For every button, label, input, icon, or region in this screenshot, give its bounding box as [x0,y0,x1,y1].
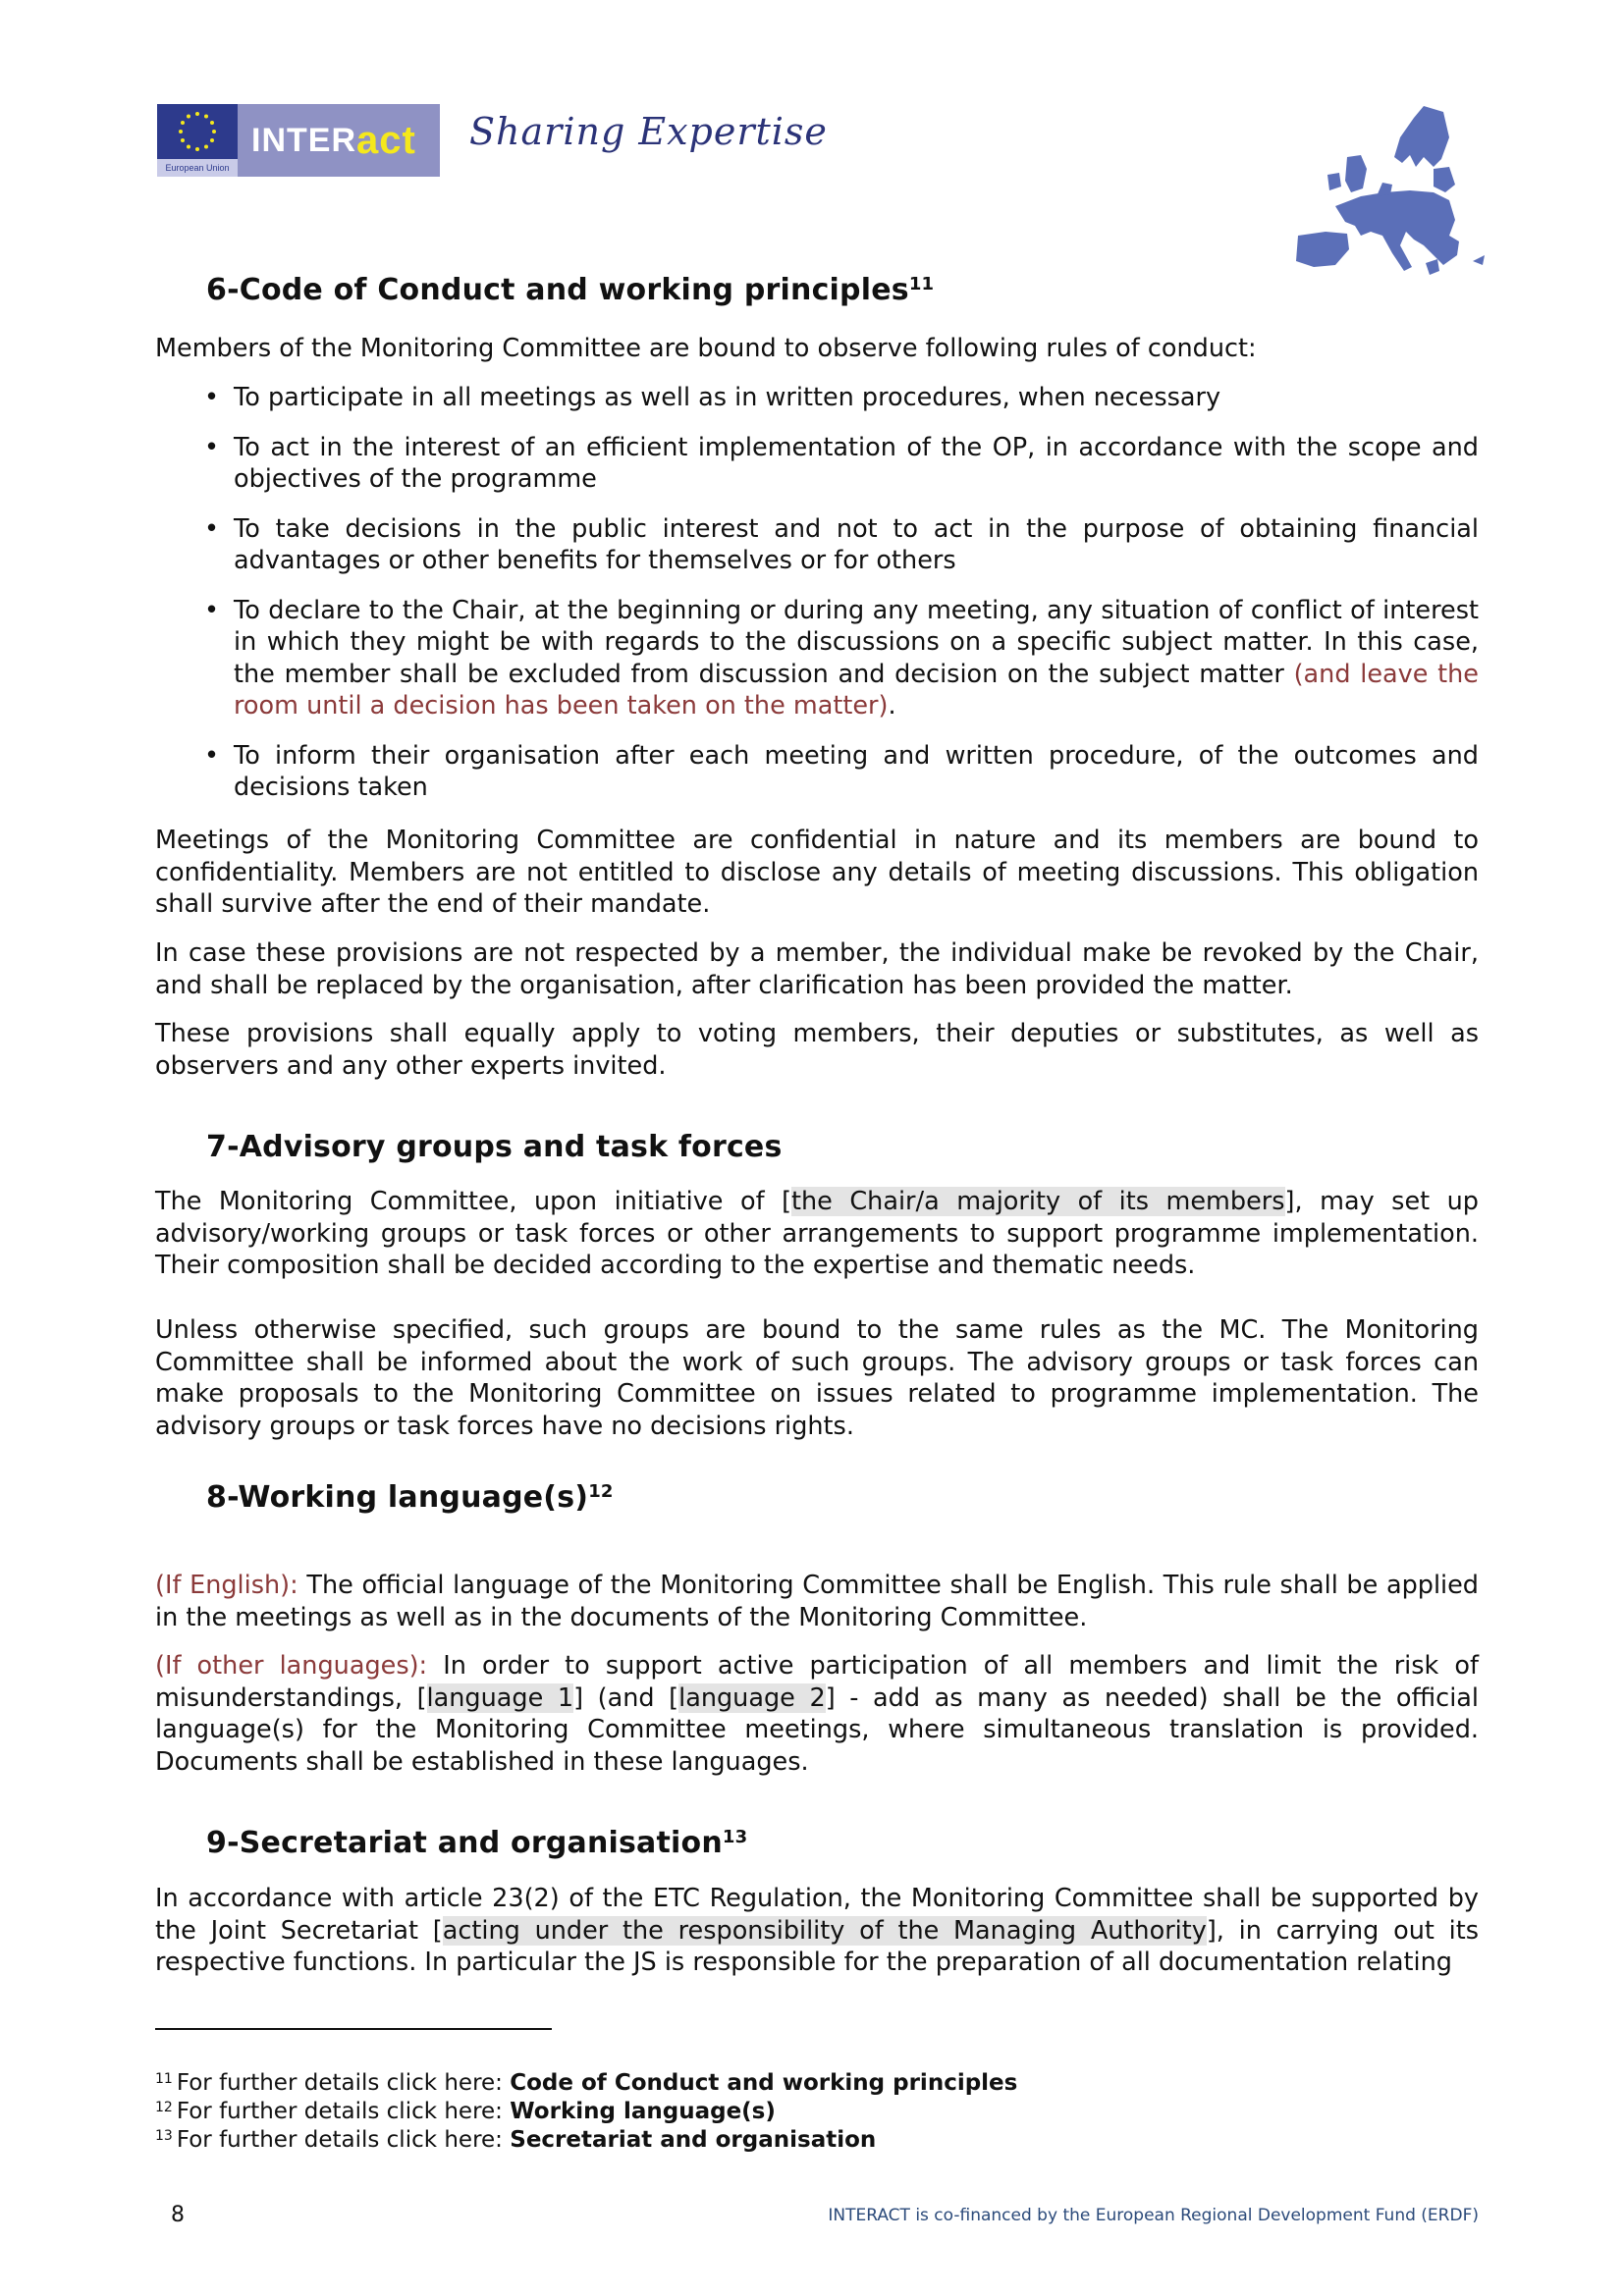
placeholder-field: acting under the responsibility of the Managing Authority [442,1915,1207,1946]
footnote-number: 12 [155,2100,173,2115]
conduct-rule-item: • To act in the interest of an efficient implementation of the OP, in accordance with the scope and objectives of the programme [155,432,1479,496]
advisory-paragraph-1 [155,1186,1479,1282]
footnote-separator [155,2028,552,2030]
footnote-11 [155,2069,1017,2098]
footnote-link[interactable]: Secretariat and organisation [510,2127,877,2153]
language-english-paragraph [155,1570,1479,1633]
placeholder-field: the Chair/a majority of its members [791,1187,1285,1216]
conduct-rules-list [155,382,1479,804]
revocation-paragraph: In case these provisions are not respected by a member, the individual make be revoked by the Chair, and shall be replaced by the organisation, after clarification has been provided the matter. [155,938,1479,1000]
conduct-rule-item [155,595,1479,722]
footnote-13 [155,2126,1017,2155]
footnote-number: 13 [155,2128,173,2144]
footnotes [155,2069,1017,2155]
conduct-rule-item: • To participate in all meetings as well as in written procedures, when necessary [155,382,1479,414]
text-run: ], may set up advisory/working groups or task forces or other arrangements to support programme implementation. Their composition shall be decided according to the expertise and thematic needs. [155,1187,1479,1280]
conduct-rule-item: • To take decisions in the public interest and not to act in the purpose of obtaining financial advantages or other benefits for themselves or for others [155,513,1479,577]
section-7-heading: 7-Advisory groups and task forces [206,1130,783,1164]
conduct-rule-item: • To inform their organisation after each meeting and written procedure, of the outcomes and decisions taken [155,740,1479,804]
placeholder-field: language 2 [678,1682,826,1713]
footnote-link[interactable]: Working language(s) [510,2099,776,2124]
interact-wordmark [238,104,440,177]
text-run: The Monitoring Committee, upon initiative of [ [155,1187,792,1216]
section-9-heading [206,1828,747,1860]
eu-flag-icon [157,104,238,177]
footnote-ref-12[interactable]: 12 [588,1481,614,1502]
footer-funding-note: INTERACT is co-financed by the European Regional Development Fund (ERDF) [828,2206,1479,2225]
text-run: In order to support active participation of all members and limit the risk of misunderstandings, [ [155,1651,1479,1713]
section-6-intro: Members of the Monitoring Committee are bound to observe following rules of conduct: [155,334,1257,363]
eu-stars-icon [171,110,224,155]
placeholder-field: language 1 [426,1682,574,1713]
logo-act-text: act [356,118,416,162]
footnote-ref-13[interactable]: 13 [722,1827,748,1847]
text-run: ], in carrying out its respective functions. In particular the JS is responsible for the preparation of all documentation relating [155,1915,1479,1977]
text-run: In accordance with article 23(2) of the ETC Regulation, the Monitoring Committee shall be supported by the Joint Secretariat [ [155,1884,1479,1946]
language-other-paragraph [155,1650,1479,1778]
section-9-title: 9-Secretariat and organisation [206,1826,723,1860]
eu-label: European Union [157,159,238,177]
conditional-label: (If English): [155,1571,298,1600]
footnote-text: For further details click here: [176,2099,511,2124]
conduct-rule-tail: . [888,691,896,721]
optional-clause: (and leave the room until a decision has been taken on the matter) [234,659,1479,721]
text-run: ] - add as many as needed) shall be the official language(s) for the Monitoring Committee meetings, where simultaneous translation is provided. Documents shall be established in these languages. [155,1682,1479,1777]
section-6-heading [206,275,934,307]
conditional-label: (If other languages): [155,1651,428,1681]
footnote-ref-11[interactable]: 11 [908,274,935,294]
confidentiality-paragraph: Meetings of the Monitoring Committee are confidential in nature and its members are bound to confidentiality. Members are not entitled to disclose any details of meeting discussions. This obligation shall survive after the end of their mandate. [155,826,1479,919]
text-run: ] (and [ [573,1682,679,1713]
tagline: Sharing Expertise [469,110,828,153]
text-run: The official language of the Monitoring Committee shall be English. This rule shall be applied in the meetings as well as in the documents of the Monitoring Committee. [155,1571,1479,1632]
applicability-paragraph: These provisions shall equally apply to voting members, their deputies or substitutes, as well as observers and any other experts invited. [155,1019,1479,1081]
interact-logo [157,104,440,177]
footnote-12 [155,2098,1017,2126]
section-8-heading [206,1482,614,1515]
section-8-title: 8-Working language(s) [206,1480,589,1515]
footnote-text: For further details click here: [176,2127,511,2153]
europe-map-icon [1276,98,1492,285]
footnote-link[interactable]: Code of Conduct and working principles [510,2070,1018,2096]
footnote-number: 11 [155,2071,173,2087]
page-number: 8 [171,2203,185,2227]
conduct-rule-text: To declare to the Chair, at the beginning or during any meeting, any situation of conflict of interest in which they might be with regards to the discussions on a specific subject matter. In this case, the member shall be excluded from discussion and decision on the subject matter [234,595,1479,689]
logo-inter-text: INTER [251,121,356,159]
section-6-title: 6-Code of Conduct and working principles [206,273,909,307]
secretariat-paragraph [155,1883,1479,1979]
footnote-text: For further details click here: [176,2070,511,2096]
advisory-paragraph-2: Unless otherwise specified, such groups are bound to the same rules as the MC. The Monitoring Committee shall be informed about the work of such groups. The advisory groups or task forces can make proposals to the Monitoring Committee on issues related to programme implementation. The advisory groups or task forces have no decisions rights. [155,1315,1479,1441]
